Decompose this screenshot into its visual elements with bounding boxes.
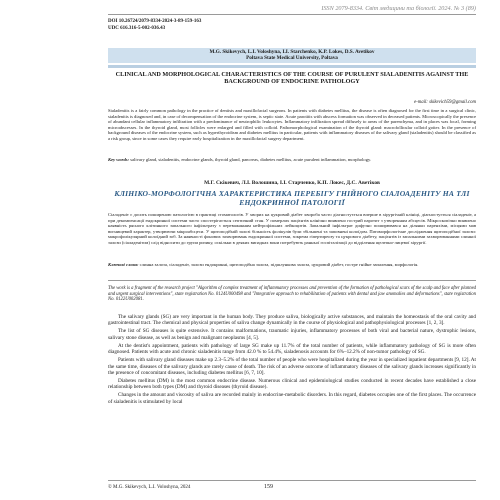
article-title-ua: КЛІНІКО-МОРФОЛОГІЧНА ХАРАКТЕРИСТИКА ПЕРЕБІГУ ГНІЙНОГО СІАЛОАДЕНІТУ НА ТЛІ ЕНДОКРИННОЇ ПАТОЛОГІЇ [114,189,470,207]
doi-line: DOI 10.26724/2079-8334-2024-3-89-159-163 [108,19,202,24]
body-paragraph: Patients with salivary gland diseases make up 2.3–5.2% of the total number of people who were hospitalized during the year in specialized inpatient departments [9, 12]. At the same time, diseases of the salivary glands are rarely cause of death. The risk of an adverse outcome of inflammatory diseases of the salivary glands increases significantly in the presence of concomitant diseases, including diabetes mellitus [6, 7, 10]. [108,357,476,377]
keywords-ua [108,262,476,268]
footer-divider [108,480,476,481]
affiliation-en: Poltava State Medical University, Poltava [246,55,338,62]
authors-en-names: M.G. Skikevych, L.I. Voloshyna, I.I. Starchenko, K.P. Lokes, D.S. Avetikov [209,49,375,55]
affiliation-band [108,65,476,68]
section-divider [108,280,476,281]
author-email: e-mail: skikevich59@gmail.com [414,100,476,105]
keywords-ua-label: Ключові слова: [108,262,139,267]
body-paragraph: The salivary glands (SG) are very important in the human body. They produce saliva, biologically active substances, and maintain the homeostasis of the oral cavity and gastrointestinal tract. The chemical and physical properties of saliva change dynamically in the course of physiological and pathophysiological processes [1, 2, 3]. [108,314,476,327]
keywords-en-label: Key words: [108,157,130,162]
abstract-en: Sialadenitis is a fairly common pathology in the practice of dentists and maxillofacial surgeons. In patients with diabetes mellitus, the disease is often diagnosed for the first time in a surgical clinic, sialadenitis is diagnosed and, in case of decompensation of the endocrine system, is septic state. Acute parotitis with abscess formation was observed in deceased patients. Microscopically the presence of abundant cellular inflammatory infiltration with a predominance of neutrophilic leukocytes. Inflammatory infiltration spread diffusely to areas of the parenchyma, and in places was focal, forming microabscesses. In the thyroid gland, most follicles were enlarged and filled with colloid. Pathomorphological examination of the thyroid gland: macrofollicular colloid goiter. In the presence of background diseases of the endocrine system, such as hyperthyroidism and diabetes mellitus in particular, patients with inflammatory diseases of the salivary gland (sialadenitis) should be classified as a risk group, since in some cases they require early hospitalization in the maxillofacial surgery department. [108,108,476,141]
journal-running-header: ISSN 2079-8334. Світ медицини та біології. 2024. № 3 (89) [321,5,476,12]
authors-ua: М.Г. Скікевич, Л.І. Волошина, І.І. Старченко, К.П. Локес, Д.С. Аветіков [204,180,380,186]
copyright-notice: © M.G. Skikevych, L.I. Voloshyna, 2024 [108,485,191,490]
page-number: 159 [264,484,273,490]
body-paragraph: Changes in the amount and viscosity of saliva are recorded mainly in endocrine-metabolic disorders. In this regard, diabetes occupies one of the first places. The occurrence of sialadenitis is stimulated by local [108,392,476,405]
keywords-en-text: salivary gland, sialadenitis, endocrine glands, thyroid gland, pancreas, diabetes mellitus, acute purulent inflammation, morphology. [130,157,372,162]
abstract-ua: Сіаладеніт є досить поширеною патологією в практиці стоматологів. У хворих на цукровий діабет хвороба часто діагностується вперше в хірургічній клініці, діагностується сіаладеніт, а при декомпенсації ендокринної системи часто спостерігається септичний стан. У померлих пацієнтів клінічно виявлено гострий паротит з утворенням абсцесів. Мікроскопічно виявлено наявність рясного клітинного запального інфільтрату з переважанням нейтрофільних лейкоцитів. Запальний інфільтрат дифузно поширювався на ділянки паренхіми, місцями мав вогнищевий характер, утворюючи мікроабсцеси. У щитоподібній залозі більшість фолікулів були збільшені та заповнені колоїдом. Патоморфологічне дослідження щитоподібної залози: макрофолікулярний колоїдний зоб. За наявності фонових захворювань ендокринної системи, зокрема гіпертиреозу та цукрового діабету, пацієнтів із запальними захворюваннями слинної залози (сіаладенітом) слід відносити до групи ризику, оскільки в деяких випадках вони потребують ранньої госпіталізації до відділення щелепно-лицевої хірургії. [108,212,476,245]
body-paragraph: At the dentist's appointment, patients with pathology of large SG make up 11.7% of the total number of patients, while inflammatory pathology of SG is more often diagnosed. Patients with acute and chronic sialadenitis range from 42.0 % to 54.4%, sialadenosis accounts for 6%–12.2% of non-tumor pathology of SG. [108,342,476,356]
keywords-en [108,157,476,163]
header-divider [108,14,476,15]
funding-note: The work is a fragment of the research project "Algorithm of complex treatment of inflammatory processes and prevention of the formation of pathological scars of the scalp and face after planned and urgent surgical interventions", state registration No. 0124U000498 and "Integrative approach to rehabilitation of patients with dental and jaw anomalies and deformations", state registration No. 0122U002081. [108,286,476,303]
keywords-ua-text: слинна залоза, сіаладеніт, залози ендокринні, щитоподібна залоза, підшлункова залоза, цукровий діабет, гостре гнійне запалення, морфологія. [139,262,419,267]
body-paragraph: The list of SG diseases is quite extensive. It contains malformations, traumatic injuries, inflammatory processes of both viral and bacterial nature, dystrophic lesions, salivary stone disease, as well as benign and malignant neoplasms [4, 5]. [108,328,476,341]
udc-line: UDC 616.316-5-002-036.43 [108,25,166,31]
article-identifiers [108,19,201,32]
article-title-en: CLINICAL AND MORPHOLOGICAL CHARACTERISTICS OF THE COURSE OF PURULENT SIALADENITIS AGAINST THE BACKGROUND OF ENDOCRINE PATHOLOGY [115,71,469,86]
authors-en [108,49,476,61]
article-body [108,314,476,407]
body-paragraph: Diabetes mellitus (DM) is the most common endocrine disease. Numerous clinical and epidemiological studies conducted in recent decades have established a close relationship between both types (DM) and thyroid diseases (thyroid disease). [108,378,476,391]
